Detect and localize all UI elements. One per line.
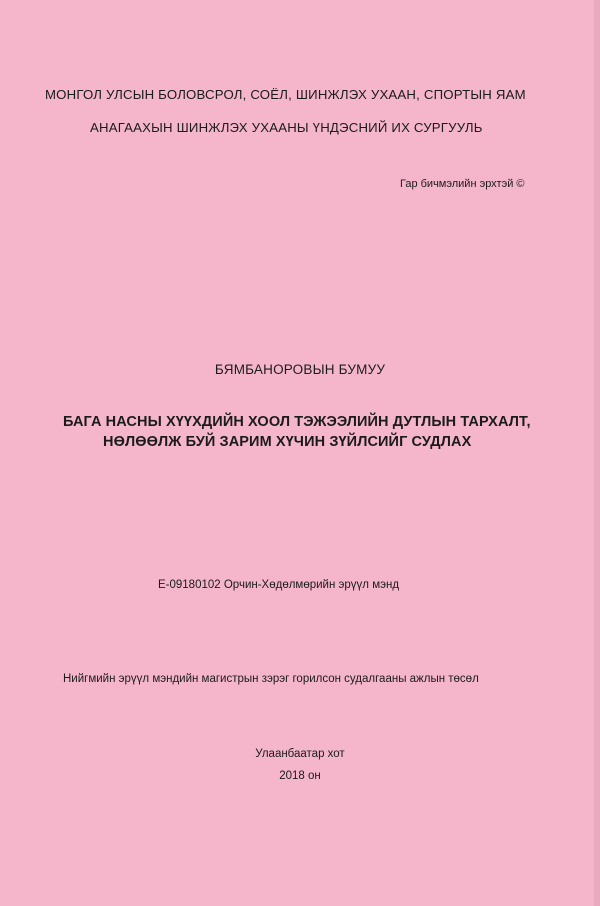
- thesis-title-line-2: НӨЛӨӨЛЖ БУЙ ЗАРИМ ХҮЧИН ЗҮЙЛСИЙГ СУДЛАХ: [103, 434, 472, 450]
- sheet-edge: [594, 0, 600, 906]
- year: 2018 он: [279, 770, 321, 782]
- degree-statement: Нийгмийн эрүүл мэндийн магистрын зэрэг горилсон судалгааны ажлын төсөл: [63, 673, 479, 685]
- university-name: АНАГААХЫН ШИНЖЛЭХ УХААНЫ ҮНДЭСНИЙ ИХ СУРГУУЛЬ: [90, 120, 483, 135]
- program-code: E-09180102 Орчин-Хөдөлмөрийн эрүүл мэнд: [158, 579, 400, 591]
- ministry-name: МОНГОЛ УЛСЫН БОЛОВСРОЛ, СОЁЛ, ШИНЖЛЭХ УХААН, СПОРТЫН ЯАМ: [45, 87, 526, 102]
- thesis-title-line-1: БАГА НАСНЫ ХҮҮХДИЙН ХООЛ ТЭЖЭЭЛИЙН ДУТЛЫН ТАРХАЛТ,: [63, 414, 531, 430]
- author-name: БЯМБАНОРОВЫН БУМУУ: [214, 362, 386, 377]
- manuscript-rights-note: Гар бичмэлийн эрхтэй ©: [400, 178, 525, 190]
- city: Улаанбаатар хот: [255, 748, 345, 760]
